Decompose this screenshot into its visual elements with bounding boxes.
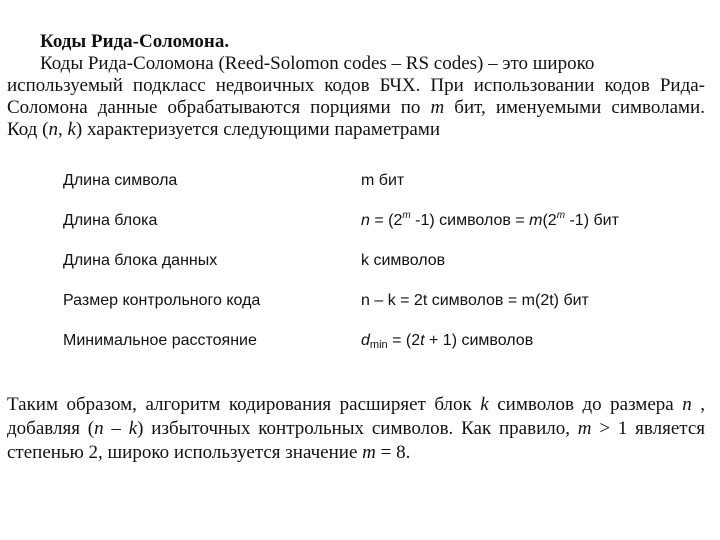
var: m bbox=[577, 418, 592, 439]
param-label: Минимальное расстояние bbox=[63, 332, 257, 349]
text: -1) символов = bbox=[410, 212, 530, 229]
intro-line: Коды Рида-Соломона (Reed-Solomon codes – RS codes) – это широко bbox=[40, 53, 595, 74]
text: ) характеризуется следующими параметрами bbox=[75, 119, 441, 140]
param-value bbox=[361, 211, 619, 231]
conclusion-line bbox=[7, 394, 705, 416]
var-n: n bbox=[48, 119, 58, 140]
conclusion-line bbox=[7, 418, 705, 440]
var: n bbox=[94, 418, 104, 439]
var: m bbox=[556, 210, 566, 221]
var: n bbox=[682, 394, 692, 415]
text: (2 bbox=[542, 212, 557, 229]
var: n bbox=[361, 212, 370, 229]
var: m bbox=[402, 210, 411, 221]
var: t bbox=[420, 332, 425, 349]
var-k: k bbox=[67, 119, 76, 140]
param-value bbox=[361, 331, 533, 351]
text: добавляя ( bbox=[7, 418, 95, 439]
var: m bbox=[362, 442, 376, 463]
text: -1) бит bbox=[565, 212, 619, 229]
conclusion-line bbox=[7, 442, 410, 464]
param-label: Длина символа bbox=[63, 172, 178, 189]
var: d bbox=[361, 332, 370, 349]
intro-line: используемый подкласс недвоичных кодов БЧХ. При использовании кодов Рида- bbox=[7, 75, 705, 96]
text: = (2 bbox=[369, 212, 403, 229]
intro-line bbox=[7, 97, 705, 119]
text: бит, именуемыми символами. bbox=[444, 97, 705, 118]
var: m bbox=[529, 212, 543, 229]
param-label: Длина блока данных bbox=[63, 252, 218, 269]
text: > 1 является bbox=[591, 418, 706, 439]
text: , bbox=[691, 394, 705, 415]
var: k bbox=[480, 394, 489, 415]
text: Соломона данные обрабатываются порциями по bbox=[7, 97, 431, 118]
text: + 1) символов bbox=[424, 332, 534, 349]
intro-line bbox=[7, 119, 440, 141]
text: – bbox=[103, 418, 129, 439]
param-value: m бит bbox=[361, 172, 405, 189]
param-value: n – k = 2t символов = m(2t) бит bbox=[361, 292, 589, 309]
heading: Коды Рида-Соломона. bbox=[40, 31, 230, 52]
text: степенью 2, широко используется значение bbox=[7, 442, 363, 463]
var-m: m bbox=[430, 97, 445, 118]
subscript: min bbox=[369, 339, 388, 351]
text: Таким образом, алгоритм кодирования расширяет блок bbox=[7, 394, 481, 415]
text: , bbox=[57, 119, 68, 140]
text: = (2 bbox=[387, 332, 421, 349]
text: ) избыточных контрольных символов. Как правило, bbox=[137, 418, 578, 439]
param-label: Размер контрольного кода bbox=[63, 292, 261, 309]
param-value: k символов bbox=[361, 252, 446, 269]
var: k bbox=[128, 418, 138, 439]
text: = 8. bbox=[375, 442, 411, 463]
text: Код ( bbox=[7, 119, 49, 140]
param-label: Длина блока bbox=[63, 212, 158, 229]
text: символов до размера bbox=[488, 394, 683, 415]
